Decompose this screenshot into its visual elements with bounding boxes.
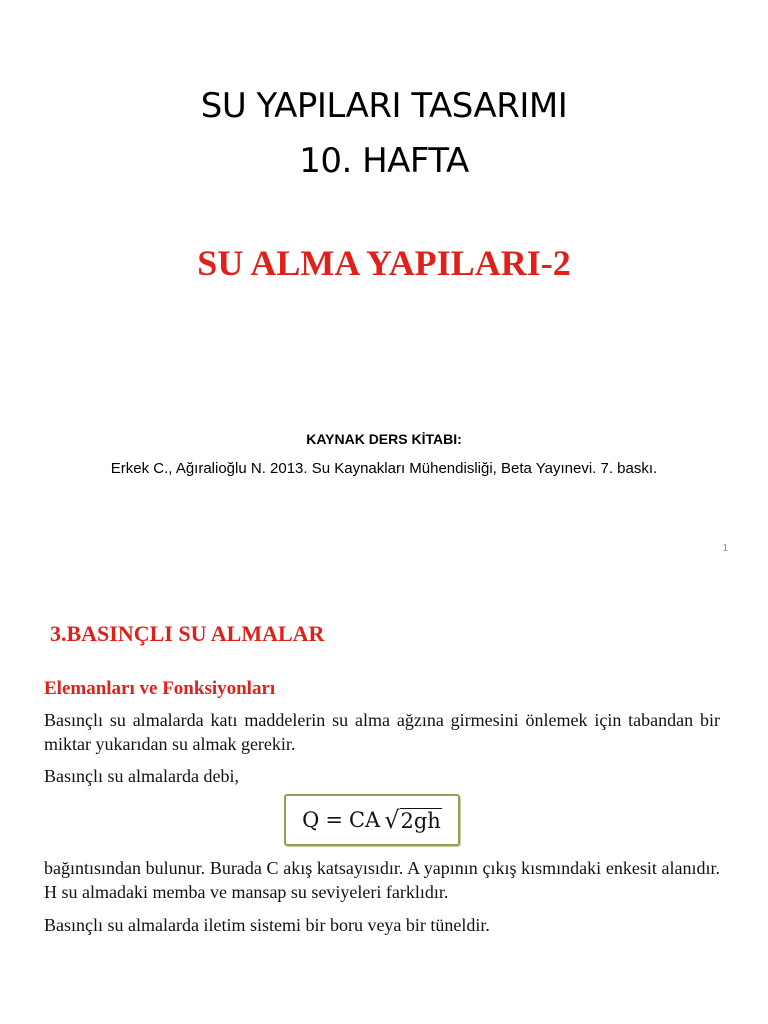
section-heading: 3.BASINÇLI SU ALMALAR (50, 621, 325, 646)
reference-heading: KAYNAK DERS KİTABI: (306, 431, 462, 447)
lecture-subtitle: SU ALMA YAPILARI-2 (197, 243, 571, 283)
formula-box (284, 794, 460, 846)
sqrt-icon: √ (384, 806, 400, 834)
paragraph-conveyance: Basınçlı su almalarda iletim sistemi bir boru veya bir tüneldir. (44, 915, 490, 935)
flow-formula (302, 806, 442, 834)
week-title: 10. HAFTA (299, 141, 469, 181)
formula-radicand: 2gh (400, 808, 441, 833)
subsection-heading: Elemanları ve Fonksiyonları (44, 678, 276, 699)
formula-lhs: Q (302, 808, 320, 832)
reference-text: Erkek C., Ağıralioğlu N. 2013. Su Kaynakları Mühendisliği, Beta Yayınevi. 7. baskı. (110, 460, 658, 477)
slide-2 (0, 576, 768, 1024)
formula-coefficient: CA (348, 808, 381, 832)
course-title: SU YAPILARI TASARIMI (200, 86, 568, 126)
paragraph-intro: Basınçlı su almalarda katı maddelerin su alma ağzına girmesini önlemek için tabandan bir miktar yukarıdan su almak gerekir. (44, 710, 720, 754)
paragraph-explanation: bağıntısından bulunur. Burada C akış katsayısıdır. A yapının çıkış kısmındaki enkesit alanıdır. H su almadaki memba ve mansap su seviyeleri farklıdır. (44, 858, 720, 902)
formula-equals: = (325, 808, 343, 832)
page-number: 1 (722, 543, 728, 554)
paragraph-flow: Basınçlı su almalarda debi, (44, 766, 239, 786)
